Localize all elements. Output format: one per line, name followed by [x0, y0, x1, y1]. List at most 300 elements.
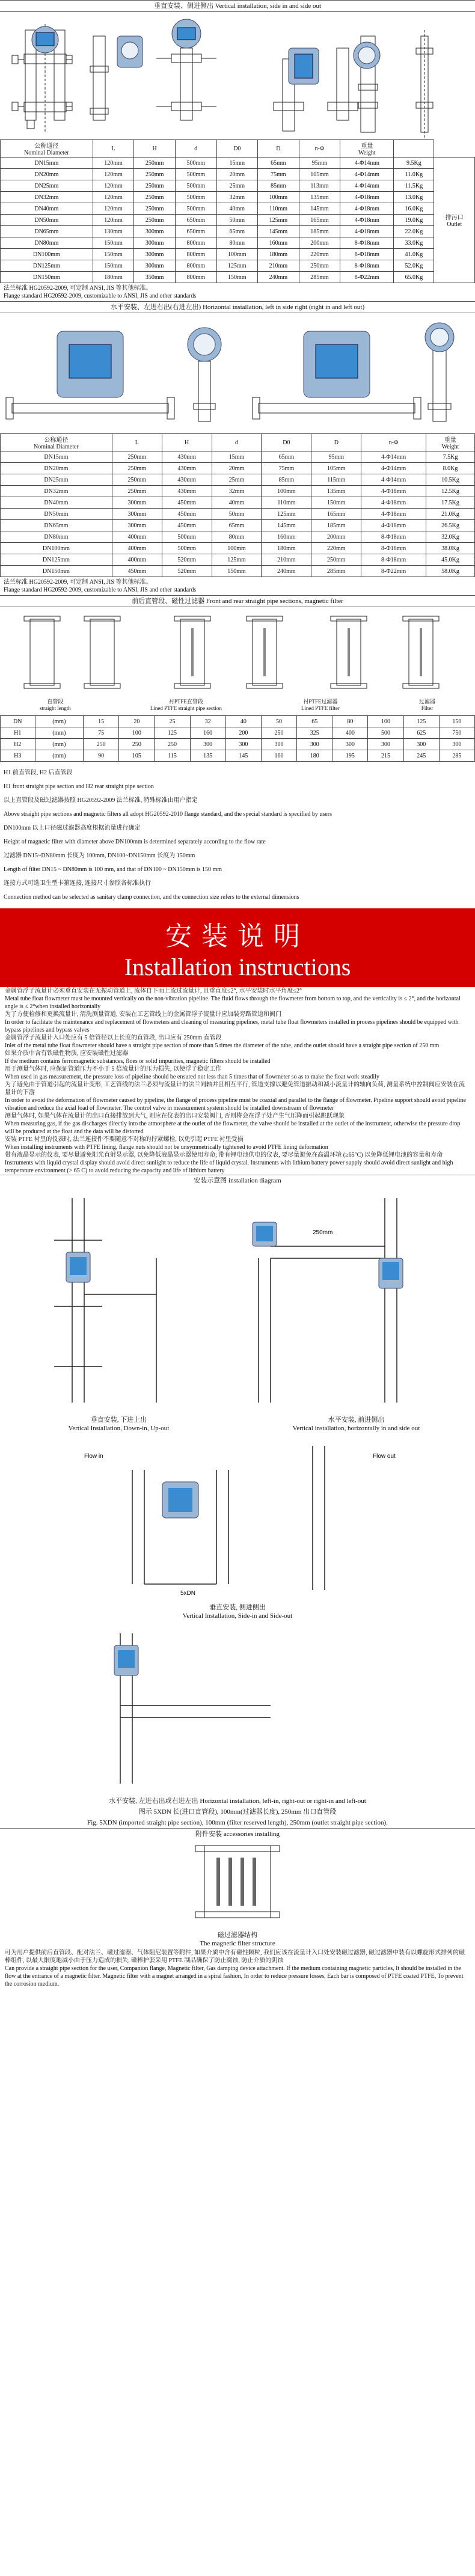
- paragraph: H1 front straight pipe section and H2 rear straight pipe section: [4, 783, 154, 790]
- table-cell: 800mm: [175, 260, 216, 272]
- table-cell: 250mm: [134, 169, 176, 180]
- table2-note: [0, 577, 475, 595]
- table-cell: 500mm: [162, 543, 212, 554]
- table-cell: 300mm: [134, 249, 176, 260]
- table-cell: 4-Φ14mm: [361, 463, 426, 474]
- paragraph: 金属管浮子流量计入口处应有 5 倍管径以上长度的直管段, 出口应有 250mm 直管段: [5, 1035, 222, 1041]
- table-cell: DN25mm: [1, 474, 112, 486]
- table-header-cell: 100: [368, 716, 403, 727]
- diagram-row-1: [0, 1186, 475, 1415]
- table-cell: 50mm: [212, 509, 262, 520]
- filter-label-4: 过滤器 Filter: [418, 699, 435, 711]
- table-cell: 250: [261, 727, 296, 739]
- paragraph: In order to facilitate the maintenance and replacement of flowmeters and cleaning of measuring pipelines, metal tube float flowmeters installed in process pipelines should be equipped with bypass pipelines and bypass valves: [5, 1019, 459, 1033]
- banner-en: Installation instructions: [124, 953, 351, 981]
- table-cell: 750: [439, 727, 474, 739]
- table-cell: 180mm: [262, 543, 311, 554]
- display-head-3: [172, 19, 201, 48]
- paragraph: Instruments with liquid crystal display should avoid direct sunlight to reduce the life of liquid crystal. Instruments with lithium battery power supply should avoid direct sunlight and high temperature environment (> 65 C) to avoid reducing the capacity and life of lithium battery: [5, 1160, 453, 1174]
- filter-label-3: 衬PTFE过滤器 Lined PTFE filter: [301, 699, 340, 711]
- t1-h-l: L: [93, 140, 134, 158]
- accessories-drawing: [0, 1840, 475, 1930]
- drawing-filters: [0, 607, 475, 697]
- table-row: [1, 497, 475, 509]
- table-cell: 65mm: [258, 158, 299, 169]
- figure-vertical-side-in-out: [0, 12, 475, 139]
- table-cell: DN25mm: [1, 180, 93, 192]
- table-cell: 150mm: [212, 566, 262, 577]
- table-cell: 300: [225, 739, 261, 750]
- table-cell: 32mm: [216, 192, 258, 203]
- table-cell: 300: [439, 739, 474, 750]
- table-cell: 200mm: [299, 237, 340, 249]
- table-cell: 245: [403, 750, 439, 762]
- table-cell: 800mm: [175, 237, 216, 249]
- table-cell: 145mm: [258, 226, 299, 237]
- table-cell: 250: [84, 739, 119, 750]
- paragraph: 可为用户提供前后直管段、配对法兰、磁过滤器、气体阻尼装置等附件, 如果介质中含有磁性颗粒, 我们应该在流量计入口处安装磁过滤器, 磁过滤器中装有以螺旋形式排列的磁棒组件, 以最大限度地减小由于压力造成的损失, 磁棒护套采用 PTFE 制品确保了防止腐蚀, 防止介质的阴蚀: [5, 1950, 465, 1964]
- table-row: [1, 192, 475, 203]
- diagram-row-3: [0, 1621, 475, 1796]
- diag-meter-5: [114, 1645, 138, 1675]
- table-cell: 4-Φ18mm: [340, 192, 394, 203]
- table-cell: 25mm: [216, 180, 258, 192]
- table-cell: 65mm: [216, 226, 258, 237]
- table-cell: DN80mm: [1, 237, 93, 249]
- table-cell: 500mm: [175, 169, 216, 180]
- diagram-row-2: [0, 1434, 475, 1602]
- table-cell: 113mm: [299, 180, 340, 192]
- table-row: [1, 727, 475, 739]
- table-cell: 450mm: [162, 520, 212, 531]
- table-cell: 120mm: [93, 180, 134, 192]
- diagram-caption-c: 垂直安装, 侧进侧出 Vertical Installation, Side-in and Side-out: [182, 1604, 293, 1620]
- table-cell: 105mm: [299, 169, 340, 180]
- table-cell: 150mm: [93, 249, 134, 260]
- table-cell: 185mm: [299, 226, 340, 237]
- table-cell: 240mm: [258, 272, 299, 283]
- table-cell: 4-Φ18mm: [340, 226, 394, 237]
- t2-h-l: L: [112, 434, 162, 451]
- table-cell: 120mm: [93, 192, 134, 203]
- table-cell: 500: [368, 727, 403, 739]
- paragraph: DN100mm 以上口径磁过滤器高度根据流量进行确定: [4, 825, 141, 831]
- paragraph: Height of magnetic filter with diameter above DN100mm is determined separately according to the flow rate: [4, 839, 266, 845]
- table-cell: 210mm: [262, 554, 311, 566]
- table-cell: 95mm: [311, 451, 361, 463]
- table-cell: 75mm: [262, 463, 311, 474]
- paragraph: 连接方式可选卫生型卡箍连接, 连接尺寸参照各标准执行: [4, 880, 151, 887]
- table-cell: 4-Φ14mm: [361, 451, 426, 463]
- table-cell: 25mm: [212, 474, 262, 486]
- display-head-9: [425, 323, 454, 352]
- spec-table-3-body: [1, 727, 475, 762]
- table-cell: 16.0Kg: [394, 203, 434, 215]
- table-row: [1, 272, 475, 283]
- paragraph: Above straight pipe sections and magnetic filters all adopt HG20592-2010 flange standard, and the special standard is specified by users: [4, 811, 332, 818]
- table-cell: 80mm: [216, 237, 258, 249]
- table-cell: 115mm: [311, 474, 361, 486]
- table-row: [1, 463, 475, 474]
- t1-h-d0: D0: [216, 140, 258, 158]
- table-cell: 220mm: [311, 543, 361, 554]
- paragraph: When installing instruments with PTFE lining, flange nuts should not be unsymmetrically tightened to avoid PTFE lining deformation: [5, 1144, 328, 1151]
- table1-note-en: Flange standard HG20592-2009, customizable to ANSI, JIS and other standards: [4, 293, 197, 299]
- table-cell: 430mm: [162, 451, 212, 463]
- table-cell: 800mm: [175, 249, 216, 260]
- table-cell: 250mm: [299, 260, 340, 272]
- table-cell: 180: [297, 750, 332, 762]
- table-cell: 300: [297, 739, 332, 750]
- table-cell: DN150mm: [1, 272, 93, 283]
- spec-table-2-body: [1, 451, 475, 577]
- table-cell: H2: [1, 739, 35, 750]
- table-cell: 10.5Kg: [426, 474, 474, 486]
- table-cell: 8-Φ18mm: [340, 249, 394, 260]
- table-cell: 400mm: [112, 531, 162, 543]
- t1-h-dd: D: [258, 140, 299, 158]
- table-row: [1, 554, 475, 566]
- table-cell: (mm): [35, 727, 84, 739]
- table-row: [1, 486, 475, 497]
- table-cell: 500mm: [175, 203, 216, 215]
- table-cell: 90: [84, 750, 119, 762]
- table-cell: (mm): [35, 750, 84, 762]
- filter-label-1: 直管段 straight length: [40, 699, 71, 711]
- table-cell: 325: [297, 727, 332, 739]
- paragraph: 测量气体时, 如果气体在流量计的出口直接排放到大气, 则应在仪表的出口安装阀门, 否则将会在浮子处产生气压降而引起跳跃现象: [5, 1113, 345, 1119]
- table-header-cell: (mm): [35, 716, 84, 727]
- table-row: [1, 169, 475, 180]
- table-cell: 210mm: [258, 260, 299, 272]
- table-header-cell: 50: [261, 716, 296, 727]
- table-cell: 450mm: [112, 566, 162, 577]
- diag-meter-1: [66, 1252, 90, 1282]
- table-cell: 300mm: [112, 497, 162, 509]
- t1-h-nd: 公称通径 Nominal Diameter: [1, 140, 93, 158]
- table-cell: 250: [119, 739, 155, 750]
- table-cell: 450mm: [162, 509, 212, 520]
- display-head-6: [57, 331, 123, 397]
- table-cell: 300: [261, 739, 296, 750]
- t1-h-n: n-Φ: [299, 140, 340, 158]
- paragraph: 用于测量气体时, 应保证管道压力不小于 5 倍流量计的压力损失, 以使浮子稳定工作: [5, 1066, 221, 1072]
- table-cell: 150mm: [93, 260, 134, 272]
- table-row: [1, 158, 475, 169]
- table-cell: 250mm: [134, 180, 176, 192]
- table-cell: 165mm: [311, 509, 361, 520]
- table-row: [1, 566, 475, 577]
- diagram-caption-b: 水平安装, 前进侧出 Vertical installation, horizontally in and side out: [292, 1416, 420, 1432]
- table-cell: 8-Φ18mm: [340, 260, 394, 272]
- table-cell: 300mm: [112, 509, 162, 520]
- paragraph: If the medium contains ferromagnetic substances, floes or solid impurities, magnetic filters should be installed: [5, 1058, 271, 1065]
- table-cell: 500mm: [175, 192, 216, 203]
- table-cell: 400mm: [112, 543, 162, 554]
- table-cell: 40mm: [212, 497, 262, 509]
- table-cell: 350mm: [134, 272, 176, 283]
- table-cell: (mm): [35, 739, 84, 750]
- table-header-cell: 125: [403, 716, 439, 727]
- accessories-caption: 磁过滤器结构 The magnetic filter structure: [200, 1932, 275, 1947]
- table-header-cell: 20: [119, 716, 155, 727]
- table-cell: 12.5Kg: [426, 486, 474, 497]
- table-cell: 13.0Kg: [394, 192, 434, 203]
- table-cell: 650mm: [175, 226, 216, 237]
- diagram-caption-a: 垂直安装, 下进上出 Vertical Installation, Down-in, Up-out: [68, 1416, 170, 1432]
- paragraph: 为了方便检修和更换流量计, 清洗测量管道, 安装在工艺管线上的金属管浮子流量计应加装旁路管道和阀门: [5, 1011, 281, 1018]
- table-cell: 75: [84, 727, 119, 739]
- diag-meter-2: [253, 1222, 277, 1246]
- t2-h-weight: 重量 Weight: [426, 434, 474, 451]
- table-cell: 300mm: [134, 237, 176, 249]
- table-cell: DN15mm: [1, 158, 93, 169]
- table-cell: 15mm: [212, 451, 262, 463]
- table-cell: 20mm: [216, 169, 258, 180]
- table-cell: 145mm: [299, 203, 340, 215]
- paragraph: In order to avoid the deformation of flowmeter caused by pipeline, the flange of process pipeline must be coaxial and parallel to the flange of flowmeter. Pipeline support should avoid pipeline vibration and reduce the axial load of flowmeter. The control valve in measurement system should be installed downstream of flowmeter: [5, 1097, 466, 1112]
- table-cell: DN20mm: [1, 169, 93, 180]
- t2-h-dd: D: [311, 434, 361, 451]
- paragraph: Inlet of the metal tube float flowmeter should have a straight pipe section of more than 5 times the diameter of the tube, and the outlet should have a straight pipe section of 250 mm: [5, 1042, 440, 1049]
- table-cell: 125mm: [212, 554, 262, 566]
- table-cell: 11.5Kg: [394, 180, 434, 192]
- table-cell: 520mm: [162, 554, 212, 566]
- t1-h-extra: [394, 140, 434, 158]
- display-head-8: [304, 331, 370, 397]
- table-header-cell: 150: [439, 716, 474, 727]
- table-cell: 32mm: [212, 486, 262, 497]
- table-header-cell: 80: [332, 716, 368, 727]
- table-cell: 430mm: [162, 474, 212, 486]
- paragraph: 如果介质中含有铁磁性物质, 应安装磁性过滤器: [5, 1050, 128, 1057]
- table-cell: 105mm: [311, 463, 361, 474]
- table-row: [1, 226, 475, 237]
- table-cell: 250mm: [112, 451, 162, 463]
- table-cell: 220mm: [299, 249, 340, 260]
- t1-h-h: H: [134, 140, 176, 158]
- table-cell: 4-Φ14mm: [361, 474, 426, 486]
- diagram-drawing-3: [0, 1621, 475, 1796]
- table-cell: 250mm: [134, 192, 176, 203]
- diagram-caption-d: 水平安装, 左进右出或右进左出 Horizontal installation, left-in, right-out or right-in and left-out: [109, 1797, 366, 1805]
- table-header-cell: 40: [225, 716, 261, 727]
- table1-note-cn: 法兰标准 HG20592-2009, 可定制 ANSI, JIS 等其他标准。: [4, 285, 152, 292]
- table-cell: 250mm: [134, 203, 176, 215]
- table-cell: 160: [261, 750, 296, 762]
- table-header-cell: 15: [84, 716, 119, 727]
- diagram-caption-e-en: Fig. 5XDN (imported straight pipe section), 100mm (filter reserved length), 250mm (outlet straight pipe section).: [87, 1819, 388, 1826]
- diag-flow-in: Flow in: [84, 1453, 103, 1460]
- table-cell: 8-Φ18mm: [340, 237, 394, 249]
- table-cell: DN32mm: [1, 192, 93, 203]
- table-cell: 430mm: [162, 486, 212, 497]
- table-cell: 85mm: [258, 180, 299, 192]
- table-cell: 150mm: [311, 497, 361, 509]
- table-cell: 145mm: [262, 520, 311, 531]
- table-cell: 100mm: [216, 249, 258, 260]
- paragraph: 金属管浮子流量计必须垂直安装在无振动管道上, 流体自下而上流过流量计, 且垂直度≤2°, 水平安装时水平角度≤2°: [5, 988, 302, 994]
- paragraph: H1 前直管段, H2 后直管段: [4, 769, 73, 776]
- spec-table-3-head: [1, 716, 475, 727]
- table-cell: 125mm: [216, 260, 258, 272]
- drawing-horizontal: [0, 313, 475, 433]
- table-cell: 32.0Kg: [426, 531, 474, 543]
- table-cell: 150mm: [216, 272, 258, 283]
- table-cell: 200mm: [311, 531, 361, 543]
- figure-filters: [0, 607, 475, 715]
- t1-h-d: d: [175, 140, 216, 158]
- table-cell: 105: [119, 750, 155, 762]
- display-head-1: [32, 26, 58, 53]
- figure-horizontal: [0, 313, 475, 433]
- t2-h-h: H: [162, 434, 212, 451]
- table-cell: 250mm: [134, 158, 176, 169]
- table-cell: DN15mm: [1, 451, 112, 463]
- banner-cn: 安装说明: [165, 921, 310, 952]
- table-row: [1, 249, 475, 260]
- table-cell: 300mm: [134, 260, 176, 272]
- table-cell: 4-Φ18mm: [361, 509, 426, 520]
- paragraph: 安装 PTFE 衬里的仪表时, 法兰连接件不要随意不对称的拧紧螺栓, 以免引起 PTFE 衬里受损: [5, 1136, 244, 1143]
- display-head-4: [289, 48, 319, 84]
- table-cell: DN40mm: [1, 497, 112, 509]
- table-row: [1, 531, 475, 543]
- table-cell: 115: [155, 750, 190, 762]
- table-cell: 65mm: [212, 520, 262, 531]
- table-row: [1, 237, 475, 249]
- table-cell: 120mm: [93, 215, 134, 226]
- paragraph: When measuring gas, if the gas discharges directly into the atmosphere at the outlet of the flowmeter, the valve should be installed at the outlet of the instrument, otherwise the pressure drop will be produced at the float and the data will be distorted: [5, 1121, 461, 1135]
- table-cell: DN65mm: [1, 226, 93, 237]
- table-cell: 400mm: [112, 554, 162, 566]
- diagram-title: 安装示意图 installation diagram: [0, 1175, 475, 1186]
- paragraph: Metal tube float flowmeter must be mounted vertically on the non-vibration pipeline. The fluid flows through the flowmeter from bottom to top, and the verticality is ≤ 2°, and the horizontal angle is ≤ 2°when installed horizontally: [5, 996, 461, 1010]
- table-row: [1, 509, 475, 520]
- table-cell: 22.0Kg: [394, 226, 434, 237]
- table-row: [1, 451, 475, 463]
- table-cell: 4-Φ14mm: [340, 158, 394, 169]
- accessories-title: 附件安装 accessories installing: [0, 1828, 475, 1840]
- table-cell: 300: [368, 739, 403, 750]
- table-cell: 180mm: [258, 249, 299, 260]
- table-cell: 250mm: [112, 463, 162, 474]
- table-cell: 85mm: [262, 474, 311, 486]
- table-cell: 215: [368, 750, 403, 762]
- table-cell: 500mm: [175, 180, 216, 192]
- table-cell: 4-Φ14mm: [340, 169, 394, 180]
- table-row: [1, 260, 475, 272]
- paragraph: 带有液晶显示的仪表, 要尽量避免阳光直射显示器, 以免降低液晶显示器使用寿命; 带有锂电池供电的仪表, 要尽量避免在高温环境 (≥65°C) 以免降低锂电池的容量和寿命: [5, 1152, 443, 1158]
- table-cell: 95mm: [299, 158, 340, 169]
- table-cell: 4-Φ14mm: [340, 180, 394, 192]
- table-cell: DN100mm: [1, 543, 112, 554]
- table-cell: 65.0Kg: [394, 272, 434, 283]
- table-cell: H3: [1, 750, 35, 762]
- table-cell: 300: [190, 739, 225, 750]
- spec-table-2: [0, 433, 475, 577]
- table-cell: 185mm: [311, 520, 361, 531]
- table-cell: 80mm: [212, 531, 262, 543]
- table-cell: DN32mm: [1, 486, 112, 497]
- table-cell: 4-Φ18mm: [361, 486, 426, 497]
- table-cell: 160mm: [262, 531, 311, 543]
- table-cell: DN50mm: [1, 509, 112, 520]
- table-cell: 26.5Kg: [426, 520, 474, 531]
- paragraph: 以上直管段及磁过滤器按照 HG20592-2009 法兰标准, 特殊标准由用户指定: [4, 797, 198, 804]
- table-row: [1, 520, 475, 531]
- table-cell: DN20mm: [1, 463, 112, 474]
- table-cell: 38.0Kg: [426, 543, 474, 554]
- table-cell: 135: [190, 750, 225, 762]
- table-cell: 300: [332, 739, 368, 750]
- section-3-title: 前后直管段、磁性过滤器 Front and rear straight pipe sections, magnetic filter: [0, 595, 475, 607]
- table-cell: 15mm: [216, 158, 258, 169]
- table-cell: 430mm: [162, 463, 212, 474]
- t2-h-n: n-Φ: [361, 434, 426, 451]
- table-row: [1, 474, 475, 486]
- table-cell: 7.5Kg: [426, 451, 474, 463]
- paragraph: 过滤器 DN15~DN80mm 长度为 100mm, DN100~DN150mm 长度为 150mm: [4, 852, 195, 859]
- spec-table-3: [0, 715, 475, 762]
- table2-note-en: Flange standard HG20592-2009, customizable to ANSI, JIS and other standards: [4, 587, 197, 593]
- paragraph: Length of filter DN15 ~ DN80mm is 100 mm, and that of DN100 ~ DN150mm is 150 mm: [4, 866, 222, 873]
- diag-meter-4: [162, 1482, 198, 1518]
- t2-h-d0: D0: [262, 434, 311, 451]
- table-cell: 125mm: [258, 215, 299, 226]
- table-cell: DN80mm: [1, 531, 112, 543]
- paragraph: Can provide a straight pipe section for the user, Companion flange, Magnetic filter, Gas damping device attachment. If the medium containing magnetic particles, It should be installed in the flow at the entrance of a magnetic filter. Magnetic filter with a magnet arranged in a spiral fashion, In order to reduce pressure losses, Each bar is composed of PTFE coated PTFE, To prevent the corrosion medium.: [5, 1965, 464, 1987]
- display-head-5: [354, 42, 380, 69]
- table-cell: 150mm: [93, 237, 134, 249]
- instructions-list: [0, 987, 475, 1175]
- diag-dim-250: 250mm: [313, 1229, 333, 1236]
- table-row: [1, 215, 475, 226]
- display-head-7: [188, 328, 221, 361]
- table-cell: 8-Φ18mm: [361, 554, 426, 566]
- table-cell: 4-Φ18mm: [340, 203, 394, 215]
- diagram-caption-e-cn: 图示 5XDN 长(进口直管段), 100mm(过滤器长度), 250mm 出口直管段: [138, 1808, 337, 1816]
- table-cell-side-label: 排污口 Outlet: [434, 158, 475, 283]
- table-cell: 100mm: [258, 192, 299, 203]
- t2-h-d: d: [212, 434, 262, 451]
- table2-note-cn: 法兰标准 HG20592-2009, 可定制 ANSI, JIS 等其他标准。: [4, 579, 152, 586]
- accessories-notes: [0, 1949, 475, 1988]
- table-cell: DN65mm: [1, 520, 112, 531]
- table-header-cell: DN: [1, 716, 35, 727]
- display-head-2: [117, 36, 142, 67]
- table-cell: 300mm: [112, 520, 162, 531]
- table1-note: [0, 283, 475, 301]
- table-row: [1, 750, 475, 762]
- table-cell: 135mm: [299, 192, 340, 203]
- table-row: [1, 543, 475, 554]
- table-row: [1, 739, 475, 750]
- table-cell: 8-Φ22mm: [340, 272, 394, 283]
- t2-h-nd: 公称通径 Nominal Diameter: [1, 434, 112, 451]
- table-cell: DN125mm: [1, 554, 112, 566]
- diag-flow-out: Flow out: [373, 1453, 396, 1460]
- table-cell: 160: [190, 727, 225, 739]
- paragraph: 为了避免由于管道引起的流量计变形, 工艺管线的法兰必须与流量计的法兰同轴并且相互平行, 管道支撑以避免管道振动和减小流量计的轴向负荷, 测量系统中控制阀应安装在流量计的下游: [5, 1081, 465, 1096]
- table-cell: 285mm: [311, 566, 361, 577]
- filter-notes: [0, 762, 475, 908]
- table-cell: 240mm: [262, 566, 311, 577]
- table-cell: 110mm: [262, 497, 311, 509]
- table-cell: 120mm: [93, 203, 134, 215]
- table-cell: 500mm: [162, 531, 212, 543]
- table-cell: 250mm: [112, 474, 162, 486]
